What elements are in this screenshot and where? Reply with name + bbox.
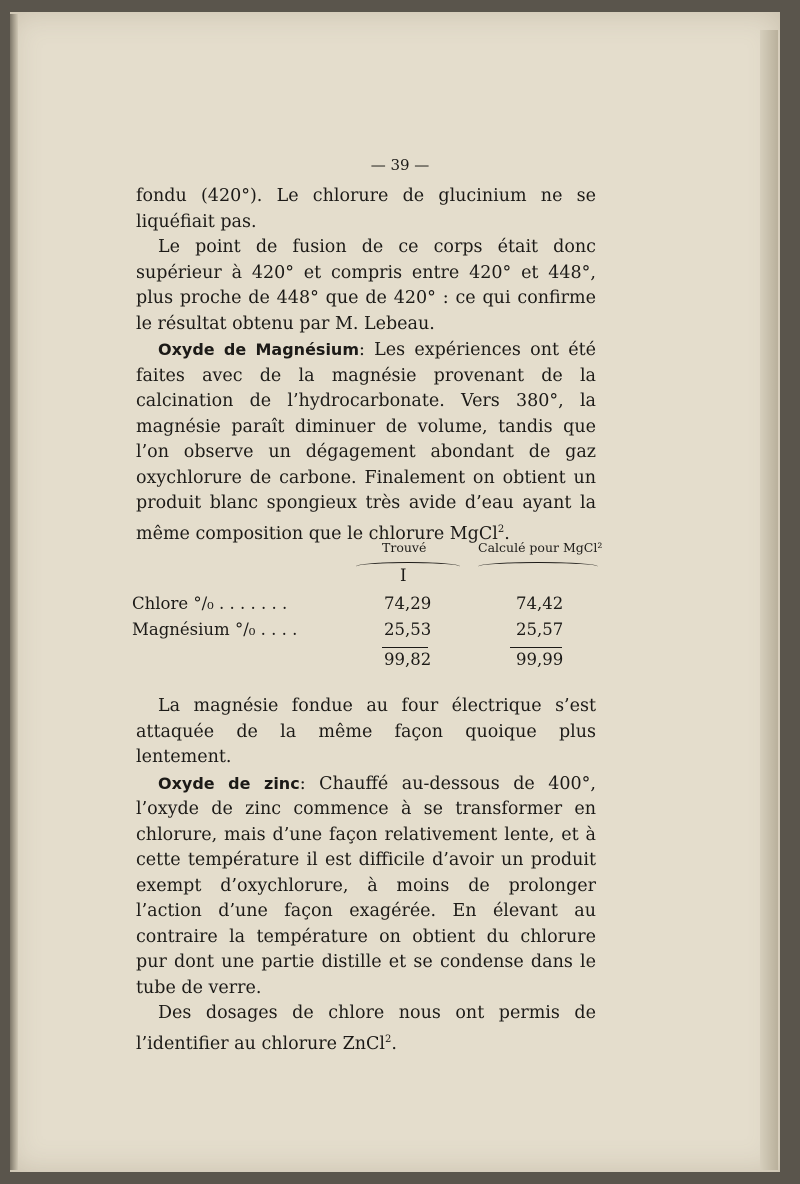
row-value-found-magnesium: 25,53: [384, 620, 432, 639]
total-found: 99,82: [384, 650, 432, 669]
paragraph-6-sup: 2: [384, 1033, 392, 1045]
analysis-table: [120, 540, 620, 680]
column-header-calculated: Calculé pour MgCl²: [478, 540, 603, 555]
column-header-found: Trouvé: [382, 540, 427, 555]
text-block-lower: [136, 694, 596, 1057]
heading-oxyde-zinc: Oxyde de zinc: [158, 773, 300, 793]
paragraph-3: [136, 337, 596, 547]
binding-gutter: [10, 14, 18, 1170]
paragraph-3-text: : Les expériences ont été faites avec de la magnésie provenant de la calcination de l’hydrocarbonate. Vers 380°, la magnésie paraît diminuer de volume, tandis que l’on observe un dégagement abondant de gaz oxychlorure de carbone. Finalement on obtient un produit blanc spongieux très avide d’eau ayant la même composition que le chlorure MgCl: [136, 340, 597, 544]
column-found-subheader: I: [400, 566, 407, 585]
paragraph-1: fondu (420°). Le chlorure de glucinium ne se liquéfiait pas.: [136, 186, 596, 232]
row-value-found-chlore: 74,29: [384, 594, 432, 613]
row-value-calc-chlore: 74,42: [516, 594, 564, 613]
row-label-chlore: Chlore °/₀ . . . . . . .: [132, 594, 288, 613]
sum-rule-found: [382, 647, 428, 648]
paragraph-6: [136, 1001, 596, 1057]
paragraph-5-text: : Chauffé au-dessous de 400°, l’oxyde de zinc commence à se transformer en chlorure, mais d’une façon relativement lente, et à cette température il est difficile d’avoir un produit exempt d’oxychlorure, à moins de prolonger l’action d’une façon exagérée. En élevant au contraire la température on obtient du chlorure pur dont une partie distille et se condense dans le tube de verre.: [136, 773, 596, 998]
page-edge: [760, 30, 778, 1170]
paragraph-6-text: Des dosages de chlore nous ont permis de l’identifier au chlorure ZnCl: [136, 1003, 596, 1054]
page-number: — 39 —: [370, 156, 430, 174]
paragraph-5: [136, 771, 596, 1002]
text-block-upper: [136, 184, 596, 547]
brace-found: [356, 562, 460, 571]
paragraph-3-end: .: [504, 523, 510, 544]
brace-calculated: [478, 562, 598, 571]
heading-oxyde-magnesium: Oxyde de Magnésium: [158, 340, 359, 359]
paragraph-2: Le point de fusion de ce corps était donc supérieur à 420° et compris entre 420° et 448°, plus proche de 448° que de 420° : ce qui confirme le résultat obtenu par M. Lebeau.: [136, 237, 596, 334]
row-label-magnesium: Magnésium °/₀ . . . .: [132, 620, 298, 639]
paragraph-3-sup: 2: [497, 523, 505, 535]
total-calc: 99,99: [516, 650, 564, 669]
sum-rule-calc: [510, 647, 562, 648]
row-value-calc-magnesium: 25,57: [516, 620, 564, 639]
paragraph-4: La magnésie fondue au four électrique s’est attaquée de la même façon quoique plus lentement.: [136, 696, 596, 767]
paragraph-6-end: .: [391, 1033, 397, 1054]
